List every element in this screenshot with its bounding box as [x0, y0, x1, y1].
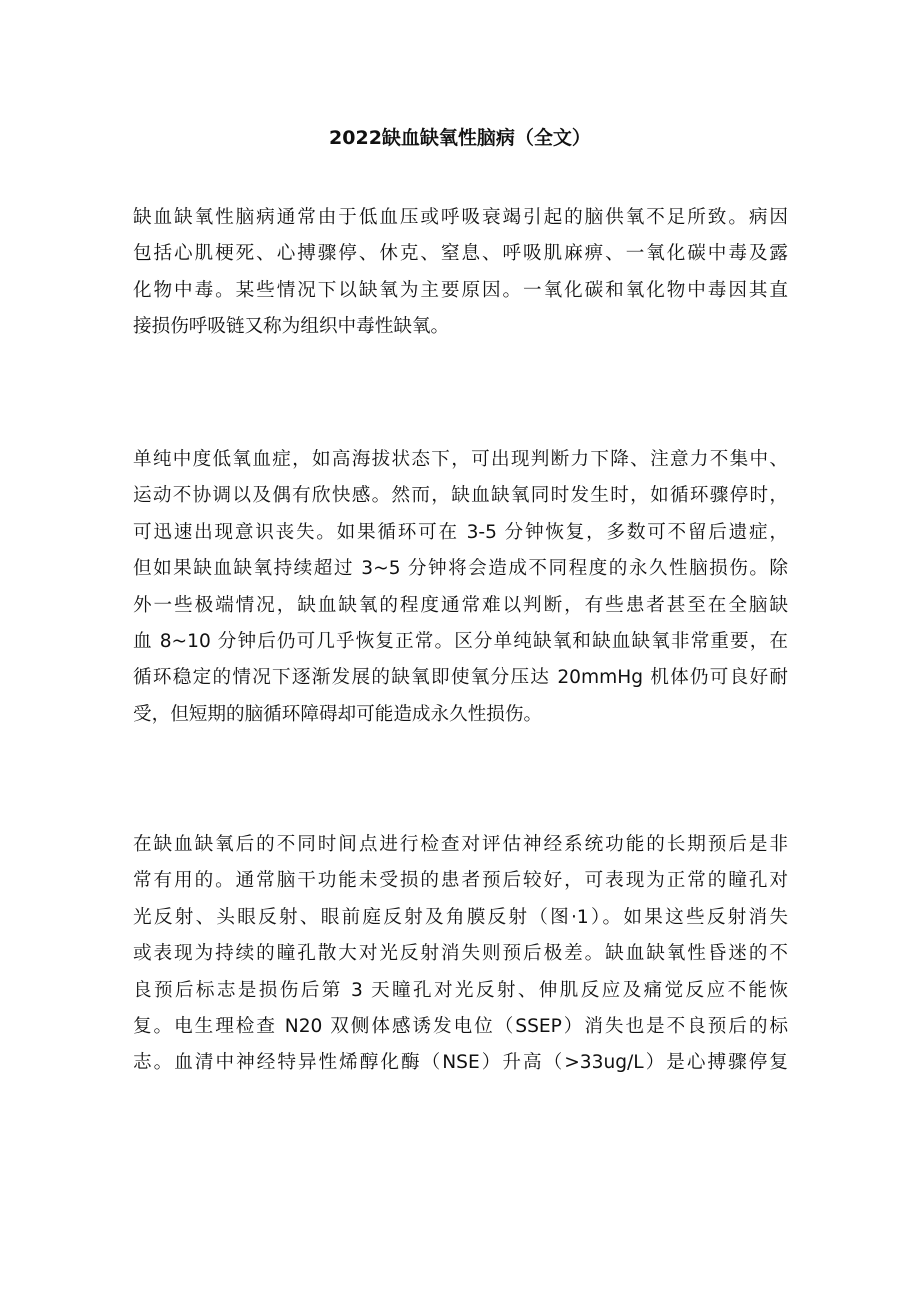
text-line: 可迅速出现意识丧失。如果循环可在 3-5 分钟恢复，多数可不留后遗症，: [133, 521, 788, 543]
text-line: 缺血缺氧性脑病通常由于低血压或呼吸衰竭引起的脑供氧不足所致。病因: [133, 207, 788, 228]
text-line: 外一些极端情况，缺血缺氧的程度通常难以判断，有些患者甚至在全脑缺: [133, 594, 788, 616]
text-line: 包括心肌梗死、心搏骤停、休克、窒息、呼吸肌麻痹、一氧化碳中毒及露: [133, 243, 788, 265]
text-line: 或表现为持续的瞳孔散大对光反射消失则预后极差。缺血缺氧性昏迷的不: [133, 943, 788, 965]
text-line: 良预后标志是损伤后第 3 天瞳孔对光反射、伸肌反应及痛觉反应不能恢: [133, 979, 788, 1001]
paragraph-1: [133, 200, 788, 346]
paragraph-3: [133, 827, 788, 1082]
text-line: 常有用的。通常脑干功能未受损的患者预后较好，可表现为正常的瞳孔对: [133, 870, 788, 892]
text-line: 接损伤呼吸链又称为组织中毒性缺氧。: [133, 316, 450, 338]
text-line: 志。血清中神经特异性烯醇化酶（NSE）升高（>33ug/L）是心搏骤停复: [133, 1052, 788, 1074]
text-line: 受，但短期的脑循环障碍却可能造成永久性损伤。: [133, 703, 543, 725]
text-line: 单纯中度低氧血症，如高海拔状态下，可出现判断力下降、注意力不集中、: [133, 449, 788, 470]
paragraph-2: [133, 442, 788, 733]
text-line: 化物中毒。某些情况下以缺氧为主要原因。一氧化碳和氧化物中毒因其直: [133, 279, 788, 301]
text-line: 光反射、头眼反射、眼前庭反射及角膜反射（图·1）。如果这些反射消失: [133, 906, 788, 928]
text-line: 循环稳定的情况下逐渐发展的缺氧即使氧分压达 20mmHg 机体仍可良好耐: [133, 667, 788, 689]
text-line: 运动不协调以及偶有欣快感。然而，缺血缺氧同时发生时，如循环骤停时，: [133, 485, 788, 507]
text-line: 但如果缺血缺氧持续超过 3~5 分钟将会造成不同程度的永久性脑损伤。除: [133, 558, 788, 580]
text-line: 复。电生理检查 N20 双侧体感诱发电位（SSEP）消失也是不良预后的标: [133, 1015, 788, 1037]
text-line: 血 8~10 分钟后仍可几乎恢复正常。区分单纯缺氧和缺血缺氧非常重要，在: [133, 630, 788, 652]
text-line: 在缺血缺氧后的不同时间点进行检查对评估神经系统功能的长期预后是非: [133, 834, 788, 855]
document-title: 2022缺血缺氧性脑病（全文）: [329, 127, 591, 149]
